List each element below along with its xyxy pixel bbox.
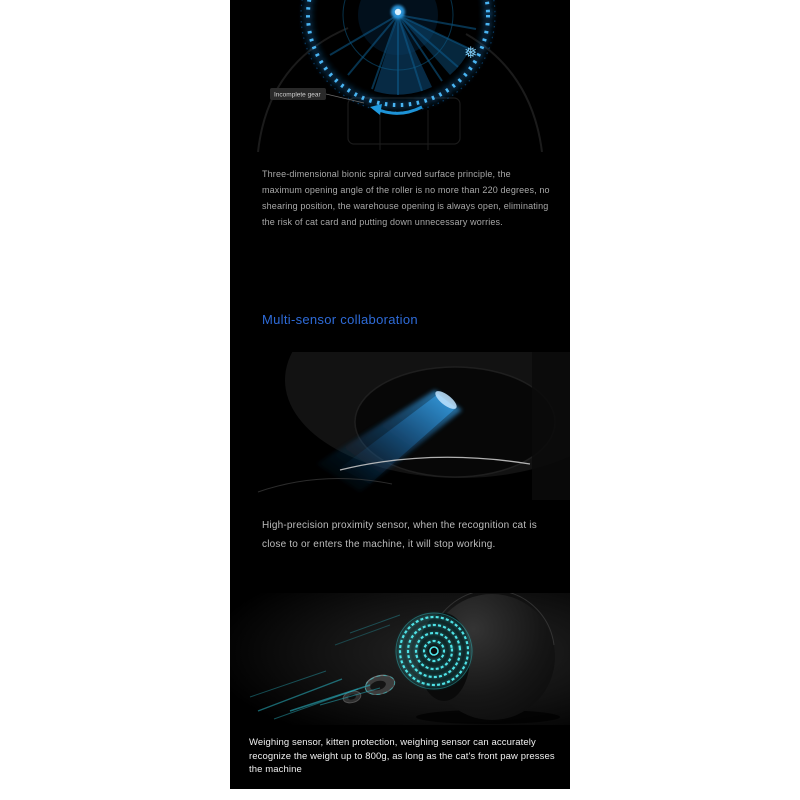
incomplete-gear-label: Incomplete gear [274,91,321,99]
proximity-sensor-figure [230,352,570,500]
weighing-description: Weighing sensor, kitten protection, weighing sensor can accurately recognize the weight up to 800g, as long as the cat's front paw presses the machine [249,737,555,775]
multi-sensor-heading: Multi-sensor collaboration [262,312,418,327]
weighing-sensor-figure [230,593,570,725]
roller-gear-art [230,0,570,152]
snowflake-icon: ❅ [464,45,478,62]
proximity-description: High-precision proximity sensor, when the recognition cat is close to or enters the machine, it will stop working. [262,520,537,550]
proximity-sensor-art [230,352,570,500]
roller-description: Three-dimensional bionic spiral curved surface principle, the maximum opening angle of the roller is no more than 220 degrees, no shearing position, the warehouse opening is always open, eliminating the risk of cat card and putting down unnecessary worries. [262,169,550,227]
gear-center-dot [391,5,405,19]
weighing-sensor-art [230,593,570,725]
content-column [230,0,570,789]
roller-gear-figure [230,0,570,152]
